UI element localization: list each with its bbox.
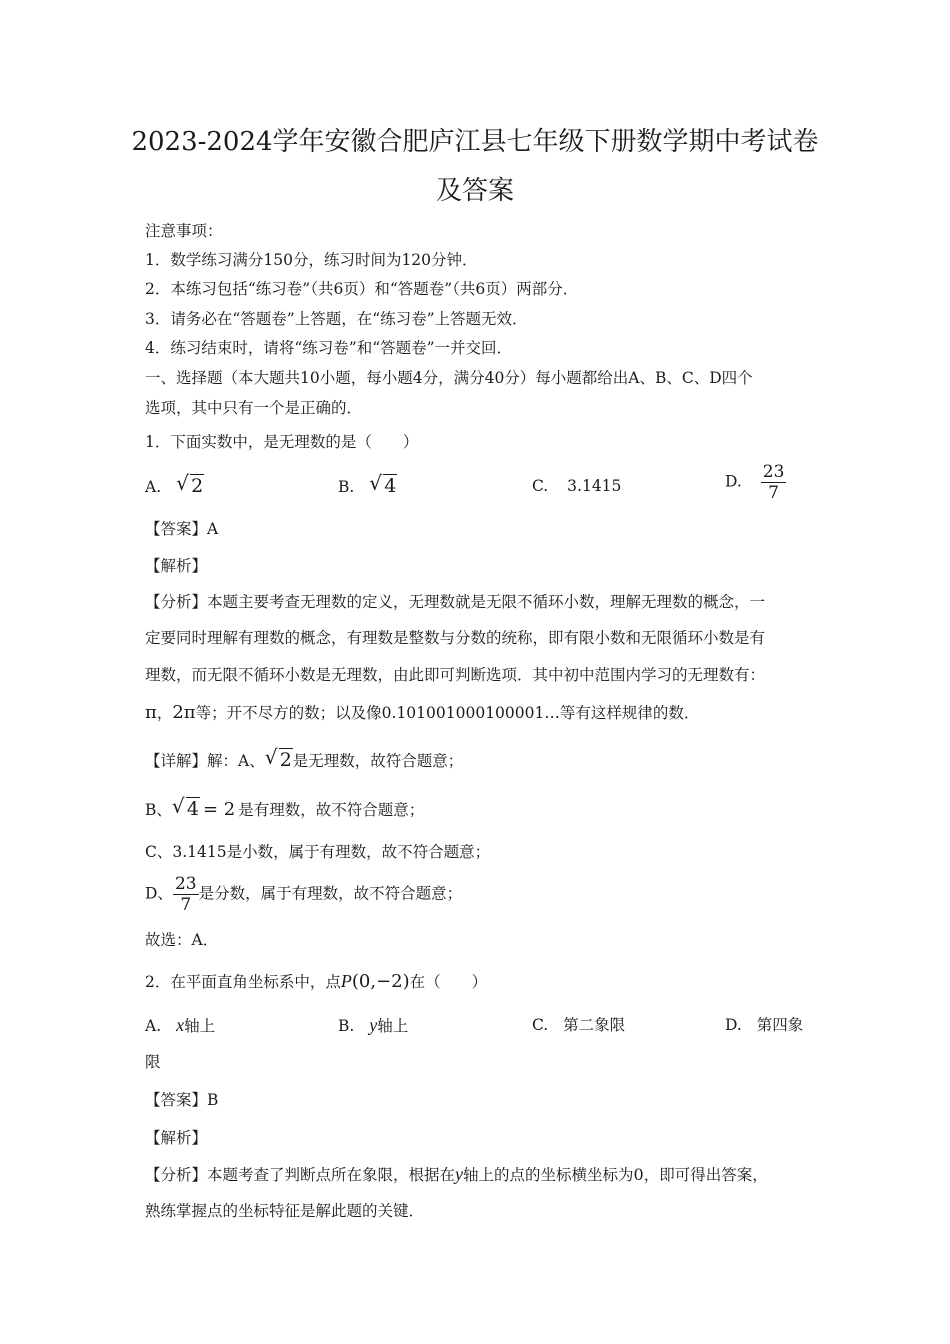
q1-stem: 1．下面实数中，是无理数的是（ ） bbox=[145, 433, 419, 451]
notice-item: 2．本练习包括“练习卷”（共6页）和“答题卷”（共6页）两部分． bbox=[145, 280, 579, 298]
point-variable: P bbox=[340, 971, 352, 991]
q1-option-c bbox=[532, 476, 621, 496]
q1-detail-a bbox=[145, 745, 464, 771]
numerator: 23 bbox=[762, 462, 785, 482]
stem-text: 2．在平面直角坐标系中，点 bbox=[145, 973, 341, 991]
radical-sign: √ bbox=[264, 745, 278, 769]
option-text: 第二象限 bbox=[563, 1016, 626, 1034]
q1-analysis-line: 理数，而无限不循环小数是无理数，由此即可判断选项．其中初中范围内学习的无理数有： bbox=[145, 666, 766, 684]
sqrt-expression bbox=[369, 471, 397, 497]
notice-heading: 注意事项： bbox=[145, 222, 223, 240]
equation-part: = 2 bbox=[202, 799, 236, 820]
q1-analysis-line: 定要同时理解有理数的概念，有理数是整数与分数的统称，即有限小数和无限循环小数是有 bbox=[145, 629, 766, 647]
q1-analysis-line: 【分析】本题主要考查无理数的定义，无理数就是无限不循环小数，理解无理数的概念，一 bbox=[145, 593, 766, 611]
zero-value: 0 bbox=[633, 1165, 644, 1184]
denominator: 7 bbox=[768, 483, 779, 503]
radical-sign: √ bbox=[171, 794, 185, 818]
detail-text: 是分数，属于有理数，故不符合题意； bbox=[198, 884, 463, 903]
notice-item: 4．练习结束时，请将“练习卷”和“答题卷”一并交回． bbox=[145, 339, 513, 357]
q1-detail-d bbox=[145, 874, 462, 915]
q1-conclusion: 故选：A． bbox=[145, 931, 219, 949]
fraction bbox=[761, 462, 787, 503]
fraction bbox=[173, 874, 199, 915]
q1-analysis-last-line bbox=[145, 703, 699, 723]
q2-option-d bbox=[725, 1015, 803, 1035]
q2-analysis-line bbox=[145, 1164, 768, 1185]
analysis-text: 轴上的点的坐标横坐标为 bbox=[463, 1166, 634, 1184]
option-label: C. bbox=[532, 1016, 549, 1034]
q2-stem bbox=[145, 971, 487, 992]
detail-text: 是有理数，故不符合题意； bbox=[238, 801, 425, 819]
analysis-text: ，即可得出答案， bbox=[643, 1166, 768, 1184]
option-label: A. bbox=[145, 478, 162, 496]
option-label: B. bbox=[338, 1017, 355, 1035]
radical-sign: √ bbox=[176, 471, 189, 495]
option-label: D. bbox=[725, 472, 742, 491]
separator: ， bbox=[156, 704, 173, 722]
pi-symbol: π bbox=[145, 702, 157, 723]
q2-analysis-line: 熟练掌握点的坐标特征是解此题的关键． bbox=[145, 1202, 425, 1220]
axis-variable: x bbox=[176, 1015, 185, 1035]
section-heading-cont: 选项，其中只有一个是正确的． bbox=[145, 399, 363, 417]
notice-item: 1．数学练习满分150分，练习时间为120分钟． bbox=[145, 251, 478, 269]
option-text: 轴上 bbox=[184, 1017, 216, 1035]
detail-text: B、 bbox=[145, 801, 172, 819]
sqrt-expression bbox=[176, 471, 204, 497]
section-heading: 一、选择题（本大题共10小题，每小题4分，满分40分）每小题都给出A、B、C、D四个 bbox=[145, 369, 753, 387]
axis-variable: y bbox=[455, 1164, 464, 1184]
q1-jiexi: 【解析】 bbox=[145, 557, 208, 575]
detail-text: 【详解】解：A、 bbox=[145, 752, 265, 770]
doc-title-line2: 及答案 bbox=[435, 176, 514, 206]
q2-answer: 【答案】B bbox=[145, 1091, 219, 1109]
sqrt-expression bbox=[171, 794, 200, 820]
axis-variable: y bbox=[369, 1015, 378, 1035]
q2-option-a bbox=[145, 1015, 215, 1036]
option-text: 第四象 bbox=[756, 1016, 804, 1034]
radicand: 2 bbox=[279, 749, 292, 771]
radicand: 2 bbox=[191, 475, 204, 497]
two-pi-symbol: 2π bbox=[172, 702, 196, 723]
q1-detail-c: C、3.1415是小数，属于有理数，故不符合题意； bbox=[145, 843, 491, 861]
q1-answer: 【答案】A bbox=[145, 520, 219, 538]
point-coordinates: (0,−2) bbox=[351, 971, 410, 992]
q1-detail-b bbox=[145, 794, 425, 820]
q2-option-b bbox=[338, 1015, 408, 1036]
numerator: 23 bbox=[174, 874, 197, 894]
q1-option-d bbox=[725, 462, 786, 503]
option-label: A. bbox=[145, 1017, 162, 1035]
q2-option-c bbox=[532, 1015, 625, 1035]
option-label: C. bbox=[532, 477, 549, 495]
q1-option-b bbox=[338, 471, 397, 497]
option-label: D. bbox=[725, 1016, 742, 1034]
option-text: 轴上 bbox=[377, 1017, 409, 1035]
option-label: B. bbox=[338, 478, 355, 496]
q2-jiexi: 【解析】 bbox=[145, 1129, 208, 1147]
q1-option-a bbox=[145, 471, 204, 497]
radical-sign: √ bbox=[369, 471, 383, 495]
radicand: 4 bbox=[186, 798, 199, 820]
denominator: 7 bbox=[180, 895, 192, 915]
q2-option-d-wrap: 限 bbox=[145, 1053, 161, 1071]
analysis-text: 【分析】本题考查了判断点所在象限，根据在 bbox=[145, 1166, 456, 1184]
sqrt-expression bbox=[264, 745, 293, 771]
detail-text: 是无理数，故符合题意； bbox=[292, 752, 464, 770]
option-value: 3.1415 bbox=[567, 477, 622, 495]
notice-item: 3．请务必在“答题卷”上答题，在“练习卷”上答题无效． bbox=[145, 310, 528, 328]
radicand: 4 bbox=[384, 475, 397, 497]
stem-text: 在（ ） bbox=[409, 973, 488, 991]
analysis-text: 等；开不尽方的数；以及像0.101001000100001…等有这样规律的数． bbox=[195, 704, 700, 722]
doc-title-line1: 2023-2024学年安徽合肥庐江县七年级下册数学期中考试卷 bbox=[131, 127, 819, 157]
detail-text: D、 bbox=[145, 884, 173, 903]
